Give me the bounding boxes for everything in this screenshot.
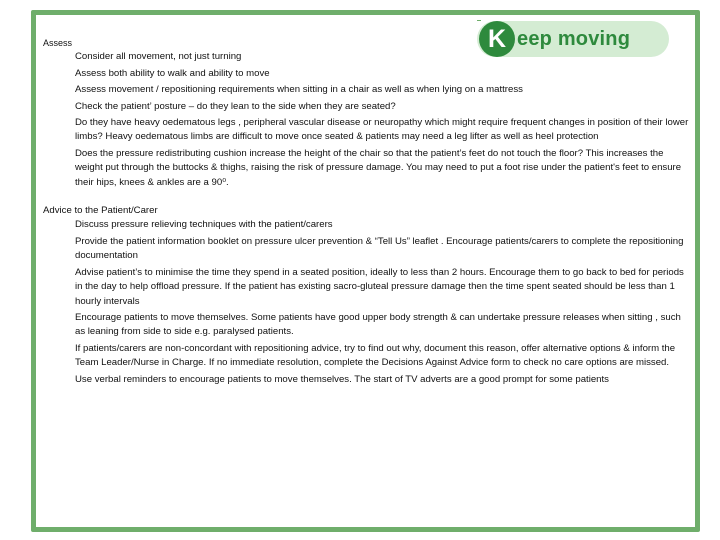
list-item: Consider all movement, not just turning [75,51,242,63]
assess-section [43,36,693,190]
slide-content [43,36,693,389]
list-item: Do they have heavy oedematous legs , peripheral vascular disease or neuropathy which might require frequent changes in position of their lower limbs? Heavy oedematous limbs are difficult to move once seated & patients may need a leg lifter as well as heel protection [75,117,689,143]
list-item: Assess both ability to walk and ability to move [75,67,270,79]
advice-heading: Advice to the Patient/Carer [43,205,158,217]
list-item: Advise patient’s to minimise the time they spend in a seated position, ideally to less than 2 hours. Encourage them to go back to bed for periods in the day to help offload pressure. If the patient has existing sacro-gluteal pressure damage then the time spent seated should be less than 1 hourly intervals [75,266,684,307]
list-item: Assess movement / repositioning requirements when sitting in a chair as well as when lying on a mattress [75,84,523,96]
list-item: Use verbal reminders to encourage patients to move themselves. The start of TV adverts are a good prompt for some patients [75,373,609,385]
advice-section [43,204,693,387]
list-item: Discuss pressure relieving techniques with the patient/carers [75,219,333,231]
list-item: Provide the patient information booklet on pressure ulcer prevention & “Tell Us” leaflet . Encourage patients/carers to complete the repositioning documentation [75,235,684,262]
list-item: Encourage patients to move themselves. Some patients have good upper body strength & can undertake pressure releases when sitting , such as leaning from side to side e.g. paralysed patients. [75,311,681,338]
logo-text: eep moving [517,28,631,50]
list-item: Check the patient’ posture – do they lean to the side when they are seated? [75,100,396,112]
logo-k-badge: K [479,21,515,57]
advice-list [43,218,693,386]
assess-list [43,50,693,190]
list-item: Does the pressure redistributing cushion increase the height of the chair so that the patient’s feet do not touch the floor? This increases the weight put through the buttocks & thighs, raising the risk of pressure damage. You may need to put a foot rise under the patient's feet to ensure their hips, knees & ankles are a 90⁰. [75,147,682,188]
logo-corner-mark [477,20,481,21]
assess-heading: Assess [43,38,73,48]
list-item: If patients/carers are non-concordant with repositioning advice, try to find out why, document this reason, offer alternative options & inform the Team Leader/Nurse in Charge. If no immediate resolution, complete the Decisions Against Advice form to check no care options are missed. [75,342,676,369]
